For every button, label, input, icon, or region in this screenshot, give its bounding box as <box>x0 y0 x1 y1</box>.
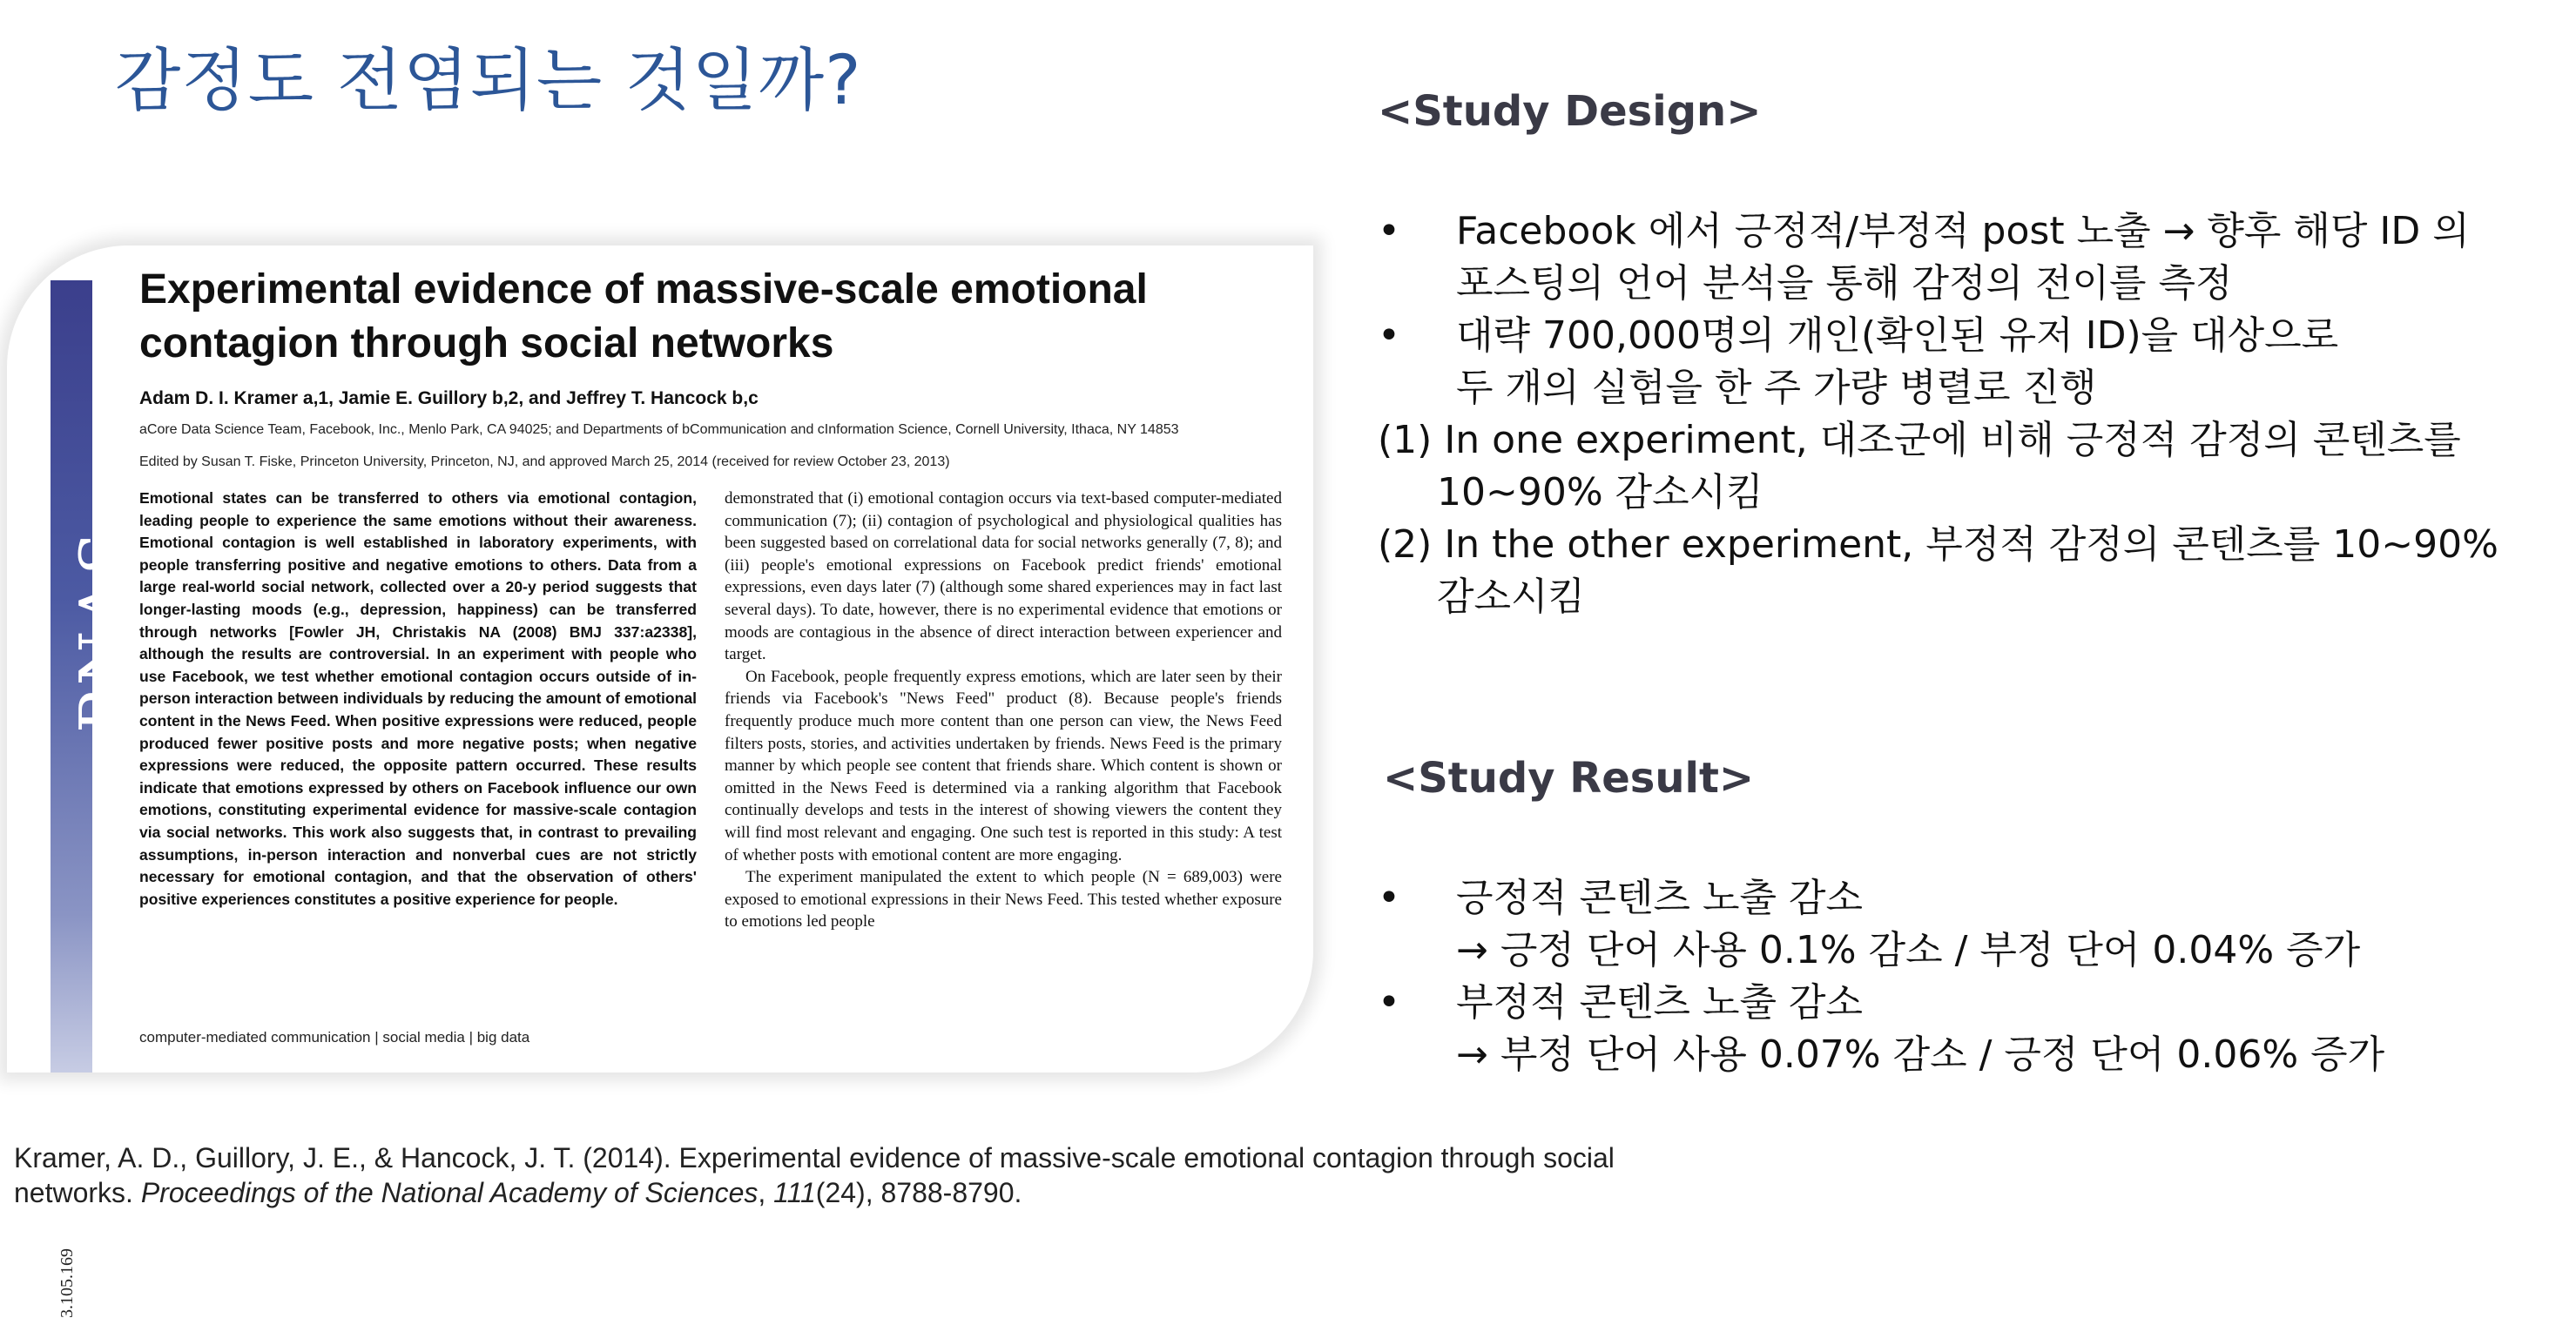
paper-title: Experimental evidence of massive-scale emotional contagion through social networks <box>139 266 1148 366</box>
list-item-line: 대략 700,000명의 개인(확인된 유저 ID)을 대상으로 <box>1456 313 2339 358</box>
paper-affiliations: aCore Data Science Team, Facebook, Inc., Menlo Park, CA 94025; and Departments of bCommunication and cInformation Science, Cornell University, Ithaca, NY 14853 <box>139 422 1179 437</box>
list-item-line: 부정적 콘텐츠 노출 감소 <box>1456 980 1863 1025</box>
numbered-item-line: 10~90% 감소시킴 <box>1437 470 1763 514</box>
study-result-list <box>1378 872 2562 1081</box>
list-item <box>1378 205 2562 310</box>
paper-columns <box>139 488 1289 933</box>
list-item-line: Facebook 에서 긍정적/부정적 post 노출 → 향후 해당 ID 의 <box>1456 209 2470 253</box>
list-item-line: → 긍정 단어 사용 0.1% 감소 / 부정 단어 0.04% 증가 <box>1456 928 2361 972</box>
list-item <box>1378 977 2562 1081</box>
citation-journal: Proceedings of the National Academy of Sciences <box>140 1177 759 1208</box>
numbered-item <box>1378 414 2562 519</box>
paper-body-paragraph: On Facebook, people frequently express emotions, which are later seen by their friends via Facebook's "News Feed" product (8). Because people's friends frequently produce much more content than one person can view, the News Feed filters posts, stories, and activities undertaken by friends. News Feed is the primary manner by which people see content that friends share. Which content is shown or omitted in the News Feed is determined via a ranking algorithm that Facebook continually develops and tests in the interest of showing viewers the content they will find most relevant and engaging. One such test is reported in this study: A test of whether posts with emotional content are more engaging. <box>725 667 1282 864</box>
study-design-list <box>1378 205 2562 623</box>
paper-content <box>139 263 1289 933</box>
paper-authors: Adam D. I. Kramer a,1, Jamie E. Guillory b,2, and Jeffrey T. Hancock b,c <box>139 388 759 408</box>
citation-line: Kramer, A. D., Guillory, J. E., & Hancock, J. T. (2014). Experimental evidence of massive-scale emotional contagion through social <box>14 1142 1615 1173</box>
paper-abstract: Emotional states can be transferred to others via emotional contagion, leading people to experience the same emotions without their awareness. Emotional contagion is well established in laboratory experiments, with people transferring positive and negative emotions to others. Data from a large real-world social network, collected over a 20-y period suggests that longer-lasting moods (e.g., depression, happiness) can be transferred through networks [Fowler JH, Christakis NA (2008) BMJ 337:a2338], although the results are controversial. In an experiment with people who use Facebook, we test whether emotional contagion occurs outside of in-person interaction between individuals by reducing the amount of emotional content in the News Feed. When positive expressions were reduced, people produced fewer positive posts and more negative posts; when negative expressions were reduced, the opposite pattern occurred. These results indicate that emotions expressed by others on Facebook influence our own emotions, constituting experimental evidence for massive-scale contagion via social networks. This work also suggests that, in contrast to prevailing assumptions, in-person interaction and nonverbal cues are not strictly necessary for emotional contagion, and that the observation of others' positive experiences constitutes a positive experience for people. <box>139 489 697 908</box>
list-item-line: 포스팅의 언어 분석을 통해 감정의 전이를 측정 <box>1456 261 2233 306</box>
bullet-icon: • <box>1378 313 1400 358</box>
bullet-icon: • <box>1378 209 1400 253</box>
list-item <box>1378 872 2562 977</box>
citation-text: , <box>758 1177 774 1208</box>
numbered-item-line: (1) In one experiment, 대조군에 비해 긍정적 감정의 콘텐츠를 <box>1378 418 2461 462</box>
list-item-line: 긍정적 콘텐츠 노출 감소 <box>1456 876 1863 920</box>
citation-text: networks. <box>14 1177 141 1208</box>
citation <box>14 1140 1843 1210</box>
list-item <box>1378 310 2562 414</box>
study-result-heading: <Study Result> <box>1383 754 1755 803</box>
bullet-icon: • <box>1378 980 1400 1025</box>
citation-line <box>14 1175 1843 1210</box>
journal-strip <box>51 280 139 1073</box>
citation-text: (24), 8788-8790. <box>815 1177 1022 1208</box>
slide-title: 감정도 전염되는 것일까? <box>115 42 862 120</box>
journal-logo: PNAS <box>66 527 139 733</box>
list-item-line: 두 개의 실험을 한 주 가량 병렬로 진행 <box>1456 366 2097 410</box>
paper-body-paragraph: The experiment manipulated the extent to which people (N = 689,003) were exposed to emotional expressions in their News Feed. This tested whether exposure to emotions led people <box>725 868 1282 931</box>
paper-keywords: computer-mediated communication | social media | big data <box>139 1029 530 1046</box>
paper-body-paragraph: demonstrated that (i) emotional contagion occurs via text-based computer-mediated communication (7); (ii) contagion of psychological and physiological qualities has been suggested based on correlational data for social networks generally (7, 8); and (iii) people's emotional expressions on Facebook predict friends' emotional expressions, even days later (7) (although some shared experiences may in fact last several days). To date, however, there is no experimental evidence that emotions or moods are contagious in the absence of direct interaction between experiencer and target. <box>725 489 1282 664</box>
numbered-item <box>1378 519 2562 623</box>
citation-volume: 111 <box>773 1177 816 1208</box>
paper-edited-by: Edited by Susan T. Fiske, Princeton University, Princeton, NJ, and approved March 25, 2014 (received for review October 23, 2013) <box>139 454 950 469</box>
study-design-heading: <Study Design> <box>1378 87 1762 136</box>
paper-doi: 3.105.169 <box>57 1248 77 1318</box>
numbered-item-line: 감소시킴 <box>1437 575 1586 619</box>
numbered-item-line: (2) In the other experiment, 부정적 감정의 콘텐츠를 10~90% <box>1378 522 2498 567</box>
bullet-icon: • <box>1378 876 1400 920</box>
paper-body <box>725 488 1282 933</box>
list-item-line: → 부정 단어 사용 0.07% 감소 / 긍정 단어 0.06% 증가 <box>1456 1032 2385 1077</box>
